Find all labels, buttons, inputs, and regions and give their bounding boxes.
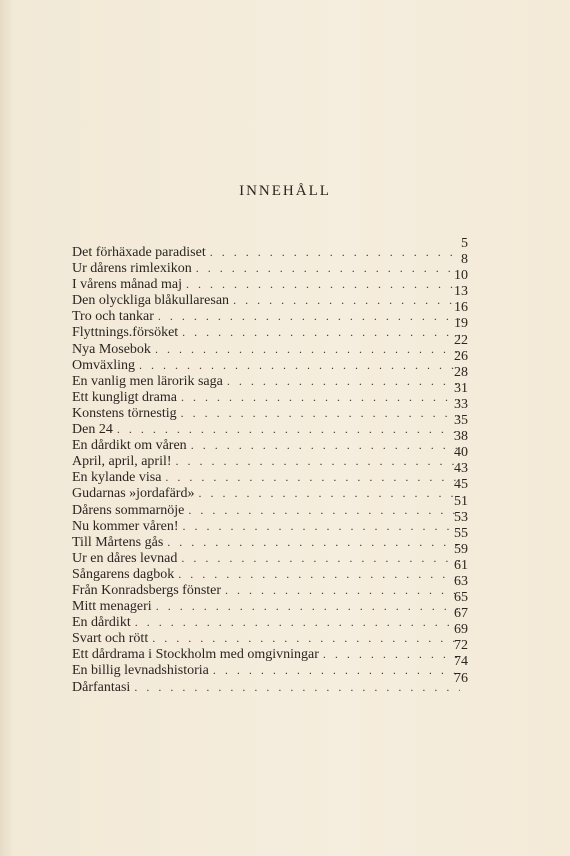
entry-page-number: 8 [461, 252, 468, 268]
entry-page-number: 28 [454, 364, 468, 380]
dot-leader [182, 324, 460, 340]
dot-leader [117, 421, 460, 437]
dot-leader [198, 485, 460, 501]
entry-title: En billig levnadshistoria [72, 663, 209, 679]
entry-title: Gudarnas »jordafärd» [72, 486, 195, 502]
dot-leader [135, 614, 460, 630]
dot-leader [178, 566, 460, 582]
dot-leader [167, 534, 460, 550]
entry-title: Den 24 [72, 422, 113, 438]
dot-leader [158, 308, 460, 324]
dot-leader [181, 389, 460, 405]
entry-title: Svart och rött [72, 631, 149, 647]
dot-leader [213, 662, 460, 678]
entry-page-number: 53 [454, 509, 468, 525]
entry-page-number: 10 [454, 268, 468, 284]
entry-page-number: 59 [454, 541, 468, 557]
entry-title: Ur en dåres levnad [72, 550, 178, 566]
entry-title: Det förhäxade paradiset [72, 245, 206, 260]
entry-title: Dårfantasi [72, 679, 131, 695]
entry-page-number: 63 [454, 573, 468, 589]
entry-page-number: 45 [454, 477, 468, 493]
entry-page-number: 61 [454, 557, 468, 573]
dot-leader [196, 260, 460, 276]
entry-title: Omväxling [72, 357, 135, 373]
entry-page-number: 76 [454, 670, 468, 686]
entry-page-number: 5 [461, 236, 468, 251]
dot-leader [233, 292, 460, 308]
entry-title: Flyttnings.försöket [72, 325, 179, 341]
entry-title: Dårens sommarnöje [72, 502, 185, 518]
entry-title: Ur dårens rimlexikon [72, 261, 192, 277]
dot-leader [139, 357, 460, 373]
dot-leader [155, 341, 460, 357]
entry-page-number: 33 [454, 396, 468, 412]
entry-title: En dårdikt om våren [72, 438, 187, 454]
page-title: INNEHÅLL [239, 183, 331, 199]
dot-leader [210, 244, 460, 260]
entry-title: Den olyckliga blåkullaresan [72, 293, 230, 309]
dot-leader [323, 646, 460, 662]
toc-entry [72, 236, 468, 260]
entry-title: Ett dårdrama i Stockholm med omgivningar [72, 647, 319, 663]
entry-title: Tro och tankar [72, 309, 154, 325]
entry-page-number: 72 [454, 638, 468, 654]
entry-page-number: 51 [454, 493, 468, 509]
dot-leader [181, 550, 460, 566]
dot-leader [188, 502, 460, 518]
dot-leader [165, 469, 460, 485]
entry-page-number: 26 [454, 348, 468, 364]
entry-page-number: 67 [454, 606, 468, 622]
entry-title: En vanlig men lärorik saga [72, 373, 223, 389]
entry-title: Konstens törnestig [72, 405, 177, 421]
entry-page-number: 16 [454, 300, 468, 316]
entry-title: Ett kungligt drama [72, 389, 177, 405]
dot-leader [227, 373, 460, 389]
dot-leader [134, 679, 460, 695]
dot-leader [152, 630, 460, 646]
entry-title: April, april, april! [72, 454, 172, 470]
entry-title: Från Konradsbergs fönster [72, 582, 222, 598]
entry-title: Nya Mosebok [72, 341, 151, 357]
entry-page-number: 43 [454, 461, 468, 477]
entry-title: En dårdikt [72, 615, 131, 631]
entry-page-number: 55 [454, 525, 468, 541]
entry-page-number: 19 [454, 316, 468, 332]
entry-page-number: 69 [454, 622, 468, 638]
dot-leader [225, 582, 460, 598]
dot-leader [156, 598, 460, 614]
entry-page-number: 65 [454, 590, 468, 606]
dot-leader [176, 453, 460, 469]
entry-title: Nu kommer våren! [72, 518, 179, 534]
entry-title: Till Mårtens gås [72, 534, 164, 550]
dot-leader [191, 437, 460, 453]
entry-page-number: 74 [454, 654, 468, 670]
entry-page-number: 38 [454, 429, 468, 445]
entry-page-number: 13 [454, 284, 468, 300]
entry-page-number: 31 [454, 380, 468, 396]
entry-title: En kylande visa [72, 470, 162, 486]
table-of-contents [72, 236, 468, 695]
entry-page-number: 35 [454, 413, 468, 429]
dot-leader [181, 405, 460, 421]
entry-title: Sångarens dagbok [72, 566, 175, 582]
dot-leader [186, 276, 460, 292]
entry-page-number: 40 [454, 445, 468, 461]
entry-title: Mitt menageri [72, 599, 152, 615]
entry-title: I vårens månad maj [72, 277, 183, 293]
dot-leader [183, 518, 460, 534]
entry-page-number: 22 [454, 332, 468, 348]
